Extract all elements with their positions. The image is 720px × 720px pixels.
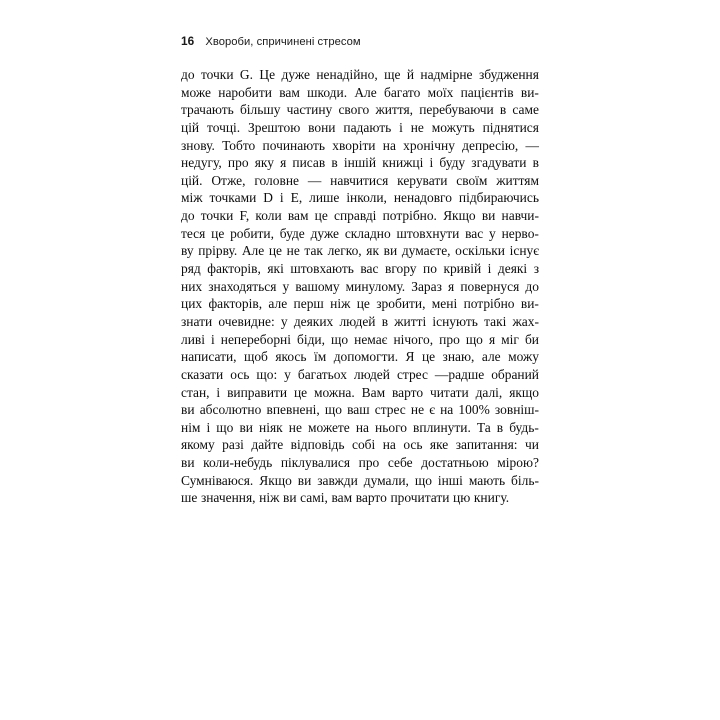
text-token: точці. [207,119,241,135]
text-token: написати, [181,349,237,365]
text-token: до [525,278,539,294]
text-token: хронічну [403,137,455,153]
text-token: самі, [300,490,328,506]
text-token: — [525,137,539,153]
text-token: вгору [384,261,417,277]
text-token: факторів, [208,296,263,312]
text-token: які [267,261,284,277]
text-token: —радше [434,366,485,382]
text-token: вас [360,261,379,277]
text-token: трачають [181,102,234,118]
text-token: писав [292,155,326,171]
text-token: ви- [520,84,539,100]
text-token: G. [239,67,253,82]
text-token: перш [293,296,324,312]
text-token: Зрештою [248,119,301,135]
text-token: мірою? [497,455,539,471]
text-token: можете [307,419,350,435]
text-token: це [356,296,370,312]
text-token: це [421,349,436,365]
text-token: немає [354,331,388,347]
text-token: непереборні [220,331,291,347]
text-token: може [181,84,211,100]
text-token: справді [334,208,377,224]
text-token: завжди [317,472,358,488]
text-token: нічого, [393,331,434,347]
text-token: в [381,313,389,329]
text-token: житті [394,313,427,329]
text-token: стрес [374,402,406,418]
text-token: ви [239,419,253,435]
text-token: ніж [330,296,351,312]
text-token: потрібно. [382,208,437,224]
text-token: думаєте, [401,243,451,259]
text-line [181,419,539,437]
text-token: існує [509,243,539,259]
text-token: щоб [243,349,268,365]
text-token: вони [308,119,336,135]
text-token: факторів, [207,261,261,277]
text-line [181,366,539,384]
text-token: починають [262,137,326,153]
text-token: варто [355,490,387,506]
text-token: Якщо [443,208,476,224]
text-token: перебуваючи [419,102,494,118]
text-token: стрес [396,366,428,382]
text-token: зробити, [376,296,426,312]
text-token: ви [282,490,297,506]
text-token: і [211,331,215,347]
text-token: в [331,155,338,171]
text-token: і [279,190,284,206]
text-token: ви [383,243,398,259]
text-line [181,225,539,243]
text-token: F, [239,208,250,224]
text-token: D [263,190,273,206]
text-token: вам [279,84,300,100]
text-token: ви [181,455,195,471]
text-token: оскільки [455,243,505,259]
text-token: Отже, [211,172,246,188]
text-token: них [181,278,203,294]
text-token: разі [222,437,244,453]
text-token: прірву. [198,243,238,259]
text-token: ви [181,402,195,418]
text-token: E, [290,190,303,206]
text-token: точками [209,190,257,206]
text-token: і [487,261,492,277]
text-token: керувати [397,172,448,188]
text-token: існують [432,313,478,329]
text-token: але [268,296,288,312]
text-token: цій [181,119,200,135]
text-token: недугу, [181,155,222,171]
text-token: дуже [281,67,310,82]
text-token: точки [200,67,234,82]
text-line [181,172,539,190]
text-token: я [280,155,287,171]
text-token: ше [181,490,198,506]
text-token: Я [405,349,415,365]
text-token: знати [181,313,213,329]
text-token: їм [313,349,327,365]
text-token: і [399,119,403,135]
text-token: не [286,243,300,259]
text-token: можуть [431,119,475,135]
text-token: якому [181,437,215,453]
text-token: штовхають [290,261,354,277]
text-token: це [293,384,308,400]
text-token: що [414,472,432,488]
text-token: в [532,155,539,171]
running-title: Хвороби, спричинені стресом [205,36,361,48]
text-token: коли [255,208,282,224]
text-token: піклувалися [280,455,351,471]
text-token: у [280,313,288,329]
text-token: Тобто [222,137,256,153]
text-token: впевнені, [266,402,320,418]
text-line [181,137,539,155]
text-token: між [181,190,203,206]
text-token: обраний [491,366,539,382]
text-token: життя, [375,102,414,118]
text-token: частину [286,102,333,118]
text-token: це [211,225,225,241]
text-token: свого [338,102,370,118]
text-token: яку [254,155,274,171]
text-token: чи [524,437,539,453]
text-token: Але [241,243,265,259]
text-line [181,260,539,278]
text-token: шкоди. [307,84,348,100]
running-head [181,34,539,49]
text-line [181,295,539,313]
text-token: не [410,119,424,135]
text-token: своїм [456,172,488,188]
text-token: нерво- [501,225,539,241]
text-token: у [282,278,290,294]
text-token: вам [331,490,353,506]
text-token: ненадовго [393,190,452,206]
text-token: яке [429,437,449,453]
text-token: цю [453,490,471,506]
text-token: пацієнтів [460,84,514,100]
text-token: теся [181,225,206,241]
text-token: Але [354,84,377,100]
text-token: головне [254,172,299,188]
text-token: абсолютно [199,402,262,418]
text-token: я [488,331,496,347]
text-token: не [288,419,302,435]
text-line [181,454,539,472]
text-token: є [429,402,435,418]
text-token: ви [481,208,496,224]
text-line [181,66,539,84]
text-line [181,154,539,172]
text-token: ваш [347,402,370,418]
text-token: лише [309,190,340,206]
text-token: вашому [295,278,340,294]
text-token: робити, [230,225,274,241]
text-token: далі, [475,384,503,400]
text-token: прочитати [390,490,450,506]
text-token: — [307,172,322,188]
text-token: складно [344,225,391,241]
text-token: підбираючись [458,190,539,206]
text-token: Сумніваюся. [181,472,254,488]
text-token: книгу. [473,490,510,506]
text-token: якщо [509,384,539,400]
text-token: собі [351,437,376,453]
text-token: вас [465,225,484,241]
text-token: до [181,67,195,82]
text-token: жах- [512,313,539,329]
text-token: Та [476,419,491,435]
text-line [181,384,539,402]
text-token: падають [343,119,392,135]
text-token: цих [181,296,203,312]
text-token: саме [512,102,539,118]
text-line [181,101,539,119]
text-token: і [206,419,211,435]
text-token: допомогти. [333,349,399,365]
text-token: на [440,402,454,418]
text-token: ненадійно, [316,67,378,82]
text-line [181,242,539,260]
text-token: інколи, [346,190,387,206]
text-token: ву [181,243,194,259]
text-token: нього [375,419,407,435]
text-token: й [406,67,415,82]
text-token: ливі [181,331,205,347]
text-token: повернуся [460,278,520,294]
text-token: читати [429,384,469,400]
text-token: сказати [181,366,224,382]
text-token: що [465,331,483,347]
text-token: стан, [181,384,210,400]
text-token: буду [439,155,466,171]
text-token: ряд [181,261,201,277]
text-token: багатьох [297,366,347,382]
text-token: такі [484,313,507,329]
text-token: дайте [251,437,284,453]
text-token: і [216,384,221,400]
text-token: достатньою [421,455,489,471]
text-line [181,401,539,419]
text-line [181,207,539,225]
text-token: життям [496,172,539,188]
text-token: знову. [181,137,215,153]
text-line [181,436,539,454]
text-token: вам [287,208,309,224]
text-token: мають [468,472,506,488]
page-number: 16 [181,34,195,48]
text-token: значення, [200,490,256,506]
text-token: цій. [181,172,203,188]
text-token: Якщо [259,472,292,488]
text-token: очевидне: [218,313,275,329]
text-token: інші [437,472,463,488]
text-token: людей [339,313,376,329]
text-token: мені [431,296,458,312]
text-line [181,472,539,490]
text-token: збудження [478,67,539,82]
text-token: в [499,102,507,118]
text-token: міг [501,331,519,347]
text-token: буде [279,225,305,241]
text-token: навчитися [330,172,389,188]
text-line [181,278,539,296]
text-token: ось [230,366,250,382]
text-token: ви [297,472,312,488]
text-token: так [304,243,323,259]
text-token: Вам [361,384,386,400]
text-token: у [284,366,291,382]
text-line [181,119,539,137]
text-token: штовхнути [396,225,460,241]
text-token: не [410,402,425,418]
text-token: Зараз [411,278,442,294]
text-token: запитання: [455,437,518,453]
text-token: на [382,137,396,153]
text-token: до [181,208,195,224]
text-token: потрібно [463,296,515,312]
text-token: наробити [218,84,272,100]
text-token: якось [275,349,307,365]
text-token: людей [353,366,390,382]
text-token: багато [384,84,421,100]
text-token: по [423,261,437,277]
text-token: біль- [511,472,539,488]
text-token: вплинути. [413,419,471,435]
text-token: дуже [310,225,340,241]
text-token: себе [387,455,413,471]
text-token: можна. [314,384,355,400]
text-token: що: [256,366,278,382]
text-token: ще [384,67,401,82]
text-token: більшу [239,102,281,118]
text-token: в [496,419,504,435]
text-token: як [366,243,380,259]
text-token: знаходяться [208,278,277,294]
text-token: депресію, [462,137,519,153]
text-token: легко, [327,243,362,259]
text-token: що [216,419,234,435]
text-token: кривій [443,261,482,277]
text-token: ніж [259,490,280,506]
text-line [181,331,539,349]
text-token: 100% [458,402,490,418]
text-token: відповідь [290,437,345,453]
text-token: і [429,155,434,171]
text-line [181,189,539,207]
text-token: іншій [343,155,377,171]
text-token: зовніш- [494,402,539,418]
text-token: про [439,331,460,347]
text-token: про [227,155,249,171]
text-token: минулому. [345,278,406,294]
text-line [181,489,539,507]
text-token: це [314,208,328,224]
text-token: ось [403,437,423,453]
text-line [181,84,539,102]
text-token: навчи- [501,208,539,224]
text-token: би [524,331,539,347]
text-token: виправити [227,384,288,400]
text-token: я [448,278,455,294]
text-token: точки [200,208,234,224]
text-token: знаю, [442,349,475,365]
text-token: на [355,419,369,435]
text-token: хворіти [332,137,376,153]
text-token: біди, [297,331,325,347]
text-token: варто [391,384,424,400]
body-paragraph [181,66,539,507]
text-token: що [331,331,349,347]
text-token: про [358,455,380,471]
text-token: що [324,402,342,418]
text-token: моїх [427,84,454,100]
text-token: коли-небудь [203,455,273,471]
text-line [181,313,539,331]
text-token: ви- [520,296,539,312]
text-token: це [268,243,282,259]
text-token: можу [508,349,539,365]
text-token: на [382,437,396,453]
text-token: піднятися [482,119,539,135]
text-token: будь- [509,419,539,435]
text-token: книжці [382,155,424,171]
text-token: ніяк [259,419,283,435]
text-token: нім [181,419,201,435]
text-token: думали, [363,472,409,488]
text-token: згадувати [471,155,527,171]
text-token: Це [259,67,276,82]
text-token: деякі [497,261,528,277]
text-token: але [481,349,501,365]
text-line [181,348,539,366]
text-token: деяких [293,313,334,329]
text-token: з [533,261,539,277]
text-token: надмірне [420,67,473,82]
text-token: у [489,225,496,241]
